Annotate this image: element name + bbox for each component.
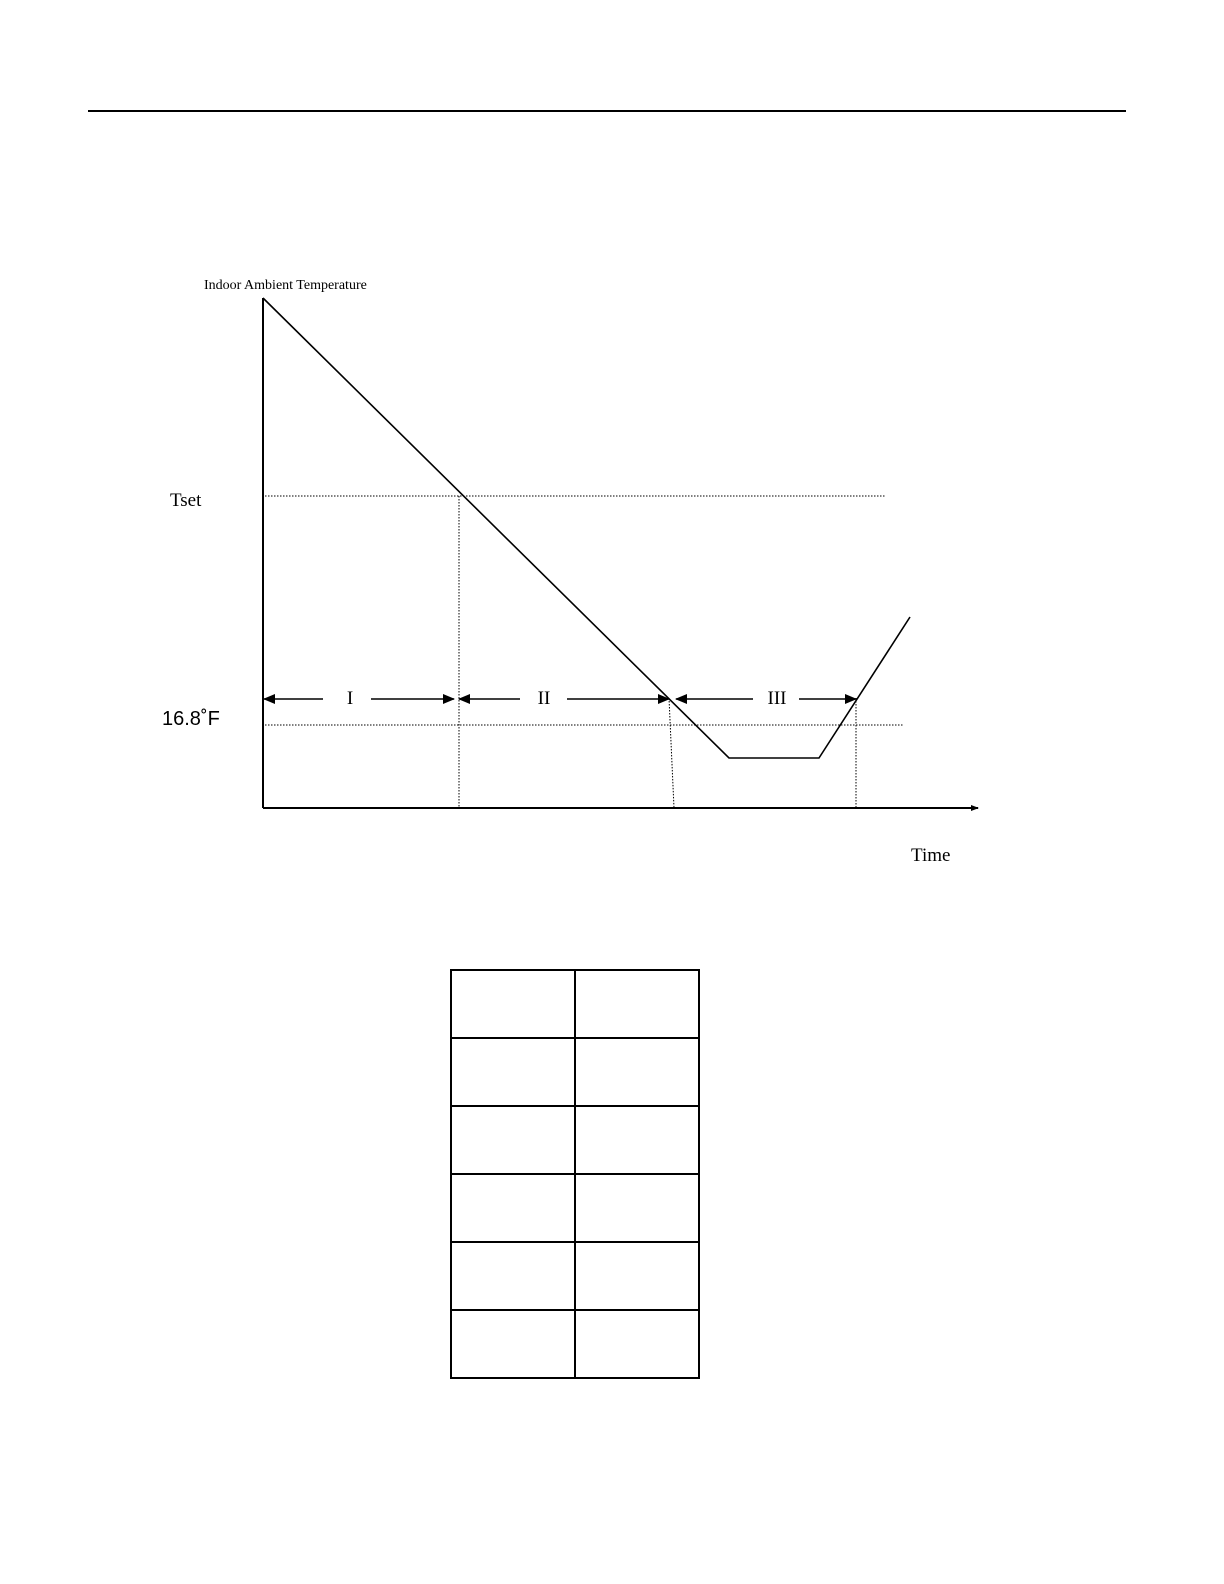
zone-label-1: I bbox=[346, 688, 354, 709]
table-cell bbox=[451, 1174, 575, 1242]
table-row bbox=[451, 1106, 699, 1174]
data-table bbox=[450, 969, 700, 1379]
zone-label-2: II bbox=[537, 688, 551, 709]
threshold-label: 16.8˚F bbox=[162, 708, 220, 730]
table-row bbox=[451, 1242, 699, 1310]
table-row bbox=[451, 970, 699, 1038]
table-row bbox=[451, 1038, 699, 1106]
table-cell bbox=[575, 1174, 699, 1242]
table-cell bbox=[451, 1310, 575, 1378]
tset-label: Tset bbox=[170, 490, 202, 511]
table-cell bbox=[451, 970, 575, 1038]
table-cell bbox=[575, 1242, 699, 1310]
temperature-curve bbox=[263, 298, 910, 758]
table-row bbox=[451, 1310, 699, 1378]
table-cell bbox=[575, 970, 699, 1038]
y-axis-label: Indoor Ambient Temperature bbox=[204, 278, 367, 293]
table-cell bbox=[451, 1106, 575, 1174]
table-cell bbox=[451, 1242, 575, 1310]
x-axis-label: Time bbox=[911, 845, 951, 866]
boundary-line-2 bbox=[669, 698, 674, 808]
table-cell bbox=[575, 1310, 699, 1378]
table-row bbox=[451, 1174, 699, 1242]
zone-label-3: III bbox=[767, 688, 787, 709]
table-cell bbox=[575, 1106, 699, 1174]
table-cell bbox=[451, 1038, 575, 1106]
table-cell bbox=[575, 1038, 699, 1106]
